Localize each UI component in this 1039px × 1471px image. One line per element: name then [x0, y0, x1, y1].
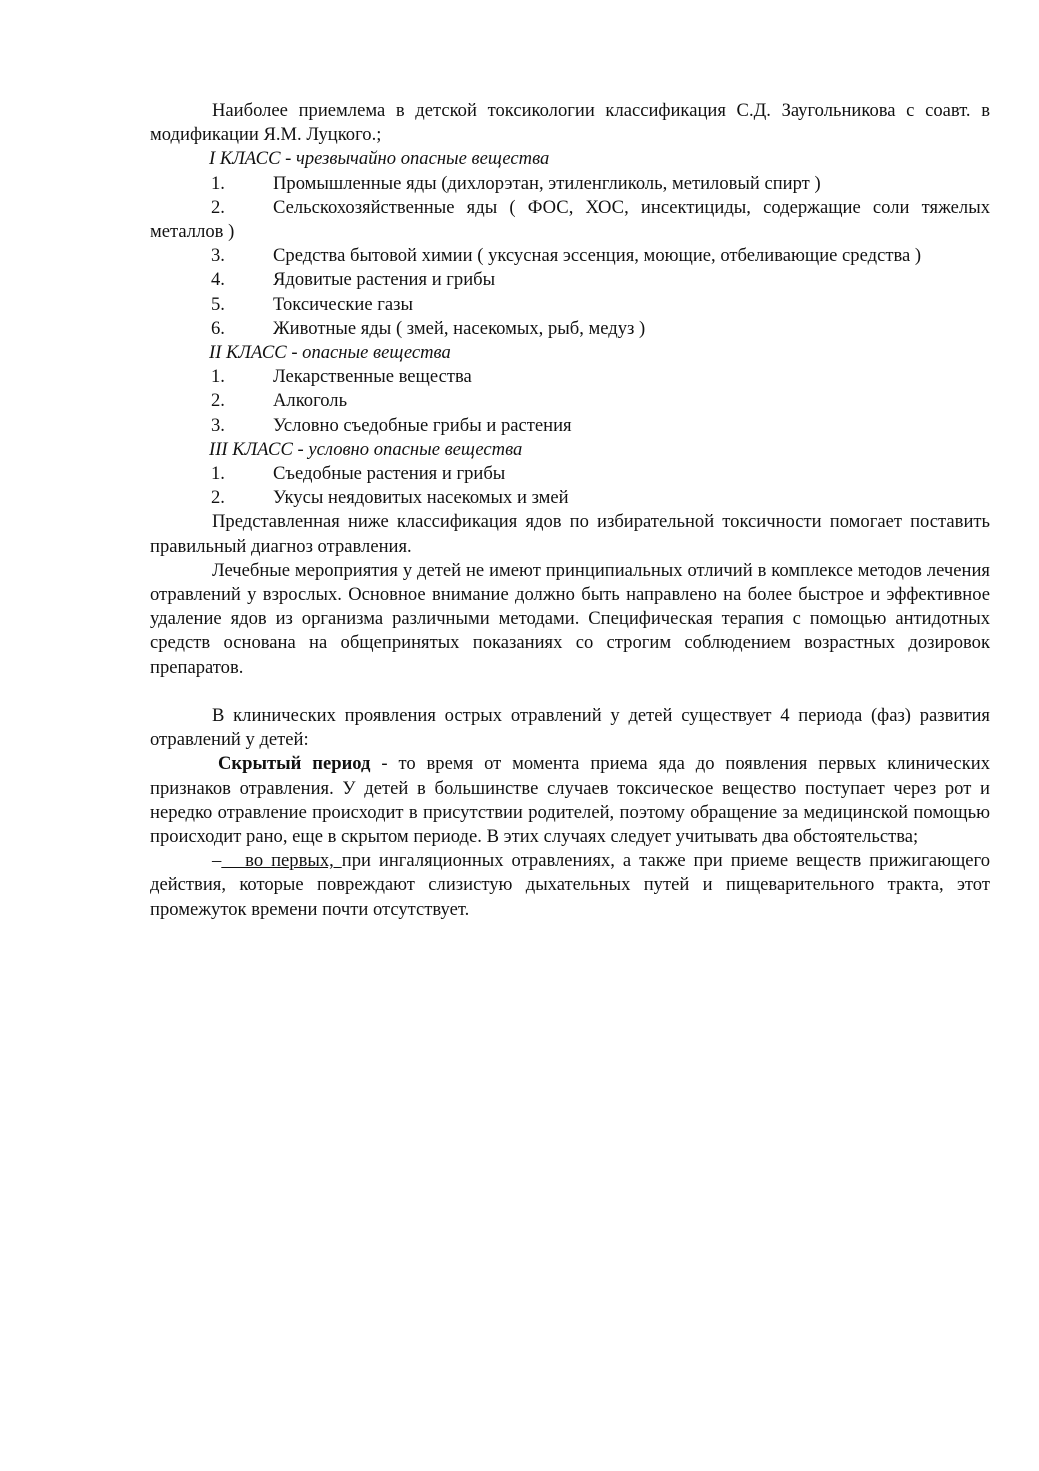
- list-number: 2.: [211, 196, 225, 218]
- list-number: 1.: [211, 366, 225, 388]
- list-text: Алкоголь: [273, 390, 348, 412]
- document-body: [150, 99, 990, 922]
- intro-paragraph: Наиболее приемлема в детской токсикологии классификация С.Д. Заугольникова с соавт. в модификации Я.М. Луцкого.;: [150, 100, 990, 146]
- list-text: Животные яды ( змей, насекомых, рыб, медуз ): [273, 317, 646, 339]
- class-3-heading: III КЛАСС - условно опасные вещества: [209, 438, 523, 460]
- treatment-paragraph: Лечебные мероприятия у детей не имеют принципиальных отличий в комплексе методов лечения отравлений у взрослых. Основное внимание должно быть направлено на более быстрое и эффективное удаление ядов из организма различными методами. Специфическая терапия с помощью антидотных средств основана на общепринятых показаниях со строгим соблюдением возрастных дозировок препаратов.: [150, 559, 990, 678]
- list-item: [150, 414, 990, 438]
- list-text: Укусы неядовитых насекомых и змей: [273, 487, 569, 509]
- list-number: 2.: [211, 487, 225, 509]
- list-number: 3.: [211, 414, 225, 436]
- list-item: [150, 462, 990, 486]
- blank-line: [150, 680, 990, 704]
- class-2-heading: II КЛАСС - опасные вещества: [209, 342, 451, 364]
- hidden-period-text: - то время от момента приема яда до появления первых клинических признаков отравления. У детей в большинстве случаев токсическое вещество поступает через рот и нередко отравление происходит в присутствии родителей, поэтому обращение за медицинской помощью происходит рано, еще в скрытом периоде. В этих случаях следует учитывать два обстоятельства;: [150, 753, 990, 848]
- list-number: 6.: [211, 317, 225, 339]
- list-number: 1.: [211, 463, 225, 485]
- list-number: 2.: [211, 390, 225, 412]
- class-1-heading: I КЛАСС - чрезвычайно опасные вещества: [209, 148, 550, 170]
- list-item: [150, 172, 990, 196]
- list-text: Ядовитые растения и грибы: [273, 269, 496, 291]
- list-number: 4.: [211, 269, 225, 291]
- classification-paragraph: Представленная ниже классификация ядов по избирательной токсичности помогает поставить правильный диагноз отравления.: [150, 511, 990, 557]
- list-number: 3.: [211, 245, 225, 267]
- list-item: [150, 268, 990, 292]
- first-point-underlined: во первых,: [221, 850, 342, 872]
- list-item: [150, 389, 990, 413]
- hidden-period-term: Скрытый период: [218, 753, 371, 775]
- list-text: Съедобные растения и грибы: [273, 463, 506, 485]
- list-item: [150, 196, 990, 244]
- list-item: [150, 293, 990, 317]
- list-item: [150, 486, 990, 510]
- list-text: Сельскохозяйственные яды ( ФОС, ХОС, инсектициды, содержащие соли тяжелых металлов ): [150, 196, 990, 243]
- list-text: Средства бытовой химии ( уксусная эссенция, моющие, отбеливающие средства ): [273, 245, 922, 267]
- hidden-period-paragraph: [150, 752, 990, 849]
- list-item: [150, 317, 990, 341]
- periods-paragraph: В клинических проявления острых отравлений у детей существует 4 периода (фаз) развития отравлений у детей:: [150, 705, 990, 751]
- list-item: [150, 244, 990, 268]
- list-text: Промышленные яды (дихлорэтан, этиленгликоль, метиловый спирт ): [273, 172, 821, 194]
- list-number: 1.: [211, 172, 225, 194]
- list-item: [150, 365, 990, 389]
- first-point-paragraph: [150, 849, 990, 922]
- first-point-text: при ингаляционных отравлениях, а также при приеме веществ прижигающего действия, которые повреждают слизистую дыхательных путей и пищеварительного тракта, этот промежуток времени почти отсутствует.: [150, 850, 990, 920]
- dash-mark: –: [212, 850, 222, 872]
- list-text: Токсические газы: [273, 293, 413, 315]
- list-text: Условно съедобные грибы и растения: [273, 414, 572, 436]
- list-text: Лекарственные вещества: [273, 366, 472, 388]
- list-number: 5.: [211, 293, 225, 315]
